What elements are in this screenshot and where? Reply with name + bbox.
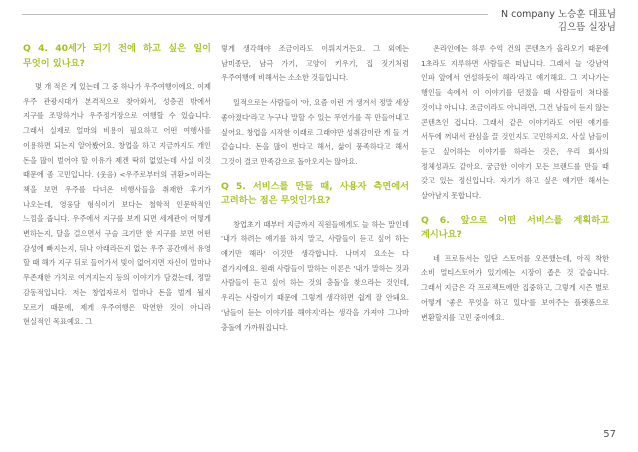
header [501, 8, 616, 34]
answer-4-continued: 렇게 생각해야 조금이라도 이뤄지거든요. 그 외에는 남미종단, 남극 가기, 고양이 키우기, 집 짓기처럼 우주여행에 비해서는 소소한 것들입니다. [221, 44, 409, 83]
question-6-heading: Q 6. 앞으로 어떤 서비스를 계획하고 계시나요? [421, 214, 609, 241]
answer-5-paragraph: 창업초기 때부터 지금까지 직원들에게도 늘 하는 말인데 '내가 하려는 얘기를 하지 말고, 사람들이 듣고 싶어 하는 얘기만 해라' 이것만 생각합니다. 나머지 요소는 다 곁가지에요. 원래 사람들이 말하는 이론은 '내가 말하는 것과 사람들이 듣고 싶어 하는 것의 충돌'을 찾으라는 것인데, 우리는 사람이기 때문에 그렇게 생각하면 쉽게 잘 안돼요. '남들이 듣는 이야기를 해야지'라는 생각을 가져야 그나마 충돌에 가까워집니다. [221, 219, 409, 332]
header-subtitle: 김으뜸 실장님 [557, 22, 616, 33]
answer-5-paragraph-2: 온라인에는 하루 수억 건의 콘텐츠가 올라오기 때문에 1초라도 지루하면 사람들은 떠납니다. 그래서 늘 '강남역 인파 앞에서 연설하듯이 해라'라고 얘기해요. 그 지나가는 행인들 속에서 이 이야기를 던졌을 때 사람들이 쳐다볼 것이냐 아니냐. 조금이라도 아니라면, 그건 남들이 듣지 않는 콘텐츠인 겁니다. 그래서 같은 이야기라도 어떤 얘기를 서두에 꺼내서 관심을 끌 것인지도 고민하지요. 사실 남들이 듣고 싶어하는 이야기를 하라는 것은, 우리 회사의 정체성과도 같아요. 궁금한 이야기 모든 브랜드를 만들 때 갖고 있는 정신입니다. 자기가 하고 싶은 얘기만 해서는 살아남지 못합니다. [421, 44, 609, 201]
answer-4-paragraph: 몇 개 적은 게 있는데 그 중 하나가 우주여행이에요. 이제 우주 관광시대가 본격적으로 찾아와서, 성층권 밖에서 지구를 조망하거나 우주정거장으로 여행할 수 있습니다. 그래서 실제로 얼마의 비용이 필요하고 어떤 여행사를 이용하면 되는지 알아봤어요. 창업을 하고 지금까지도 개인 돈을 많이 벌어야 할 이유가 제겐 딱히 없었는데 사실 이것 때문에 좀 고민입니다. (웃음) <우주로부터의 귀환>이라는 책을 보면 우주를 다녀온 비행사들을 취재한 후기가 나오는데, 영웅담 형식이기 보다는 철학적 인문학적인 느낌을 줍니다. 우주에서 지구를 보게 되면 세계관이 어떻게 변하는지, 달을 걸으면서 구슬 크기만 한 지구를 보면 어떤 감성에 빠지는지, 뒤나 아래라든지 없는 우주 공간에서 유영 할 때 해가 지구 뒤로 들어가서 빛이 없어지면 자신이 얼마나 무존재한 가치로 여겨지는지 등의 이야기가 담겼는데, 정말 감동적입니다. 저는 창업자로서 얼마나 돈을 벌게 될지 모르기 때문에, 제게 우주여행은 막연한 것이 아니라 현실적인 목표예요. 그 [23, 82, 211, 327]
column-2 [221, 42, 409, 345]
column-3 [421, 42, 609, 335]
question-4-heading: Q 4. 40세가 되기 전에 하고 싶은 일이 무엇이 있나요? [23, 43, 211, 69]
answer-6-paragraph: 네 프로듀서는 일단 스토어를 오픈했는데, 아직 착한 소비 멀티스토어가 있기에는 시장이 좁은 것 같습니다. 그래서 지금은 각 프로젝트에만 집중하고, 그렇게 시즌 별로 어떻게 '좋은 무엇을 하고 있다'를 보여주는 플랫폼으로 변환할지를 고민 중이에요. [421, 253, 609, 322]
header-rule [22, 14, 488, 15]
question-5-heading: Q 5. 서비스를 만들 때, 사용자 측면에서 고려하는 점은 무엇인가요? [221, 180, 409, 207]
page-number: 57 [603, 429, 616, 440]
answer-4-paragraph-2: 일적으로는 사람들이 '아, 요즘 이런 거 생겨서 정말 세상 좋아졌다'라고 누구나 말할 수 있는 무언가를 꼭 만들어내고 싶어요. 창업을 시작한 이래로 그래야만 성취감이란 게 들 거 같습니다. 돈을 많이 번다고 해서, 삶이 풍족하다고 해서 그것이 결코 만족감으로 돌아오지는 않아요. [221, 98, 409, 166]
column-1 [23, 42, 211, 340]
header-title: N company 노승훈 대표님 [500, 9, 616, 20]
